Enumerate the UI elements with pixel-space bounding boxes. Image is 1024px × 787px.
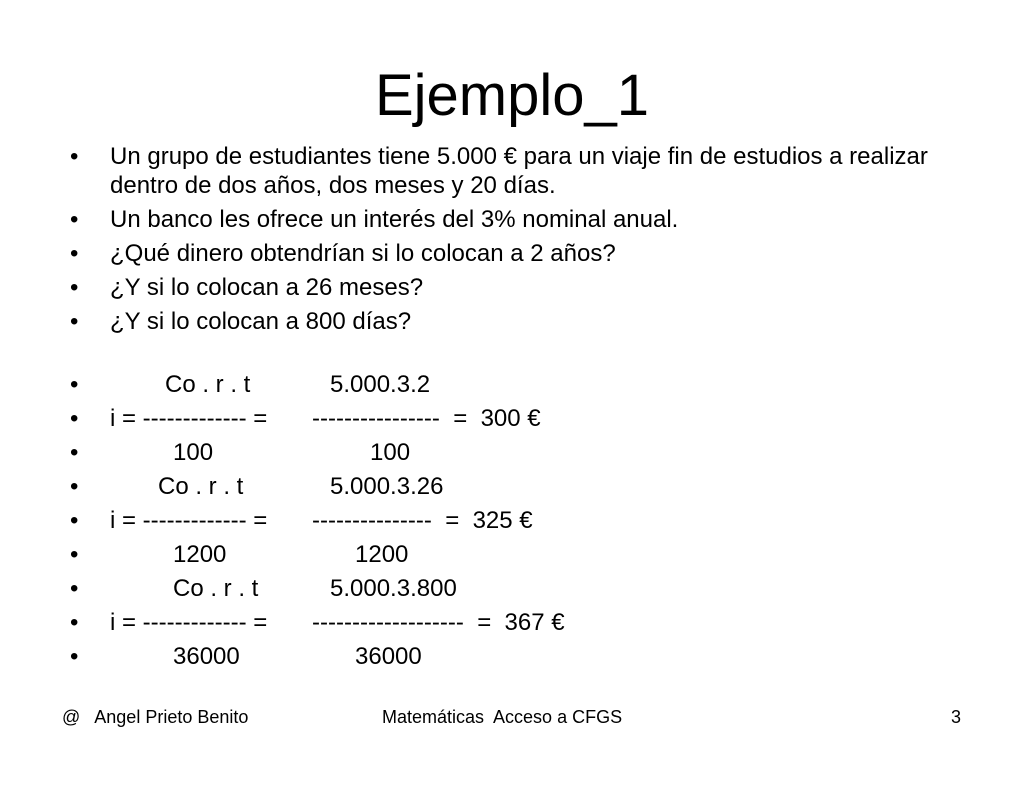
bullet-item <box>70 205 970 234</box>
spacer <box>70 341 970 370</box>
bullet-marker: • <box>70 308 79 335</box>
formula-3-denominator-right: 36000 <box>355 643 422 670</box>
footer-page-number: 3 <box>951 707 962 727</box>
formula-1-denominator-left: 100 <box>173 439 214 466</box>
formula-1-equation-left: i = ------------- = <box>110 405 268 432</box>
formula-3-numerator-left: Co . r . t <box>173 575 259 602</box>
bullet-text: Un banco les ofrece un interés del 3% nominal anual. <box>110 206 679 233</box>
bullet-marker: • <box>70 643 79 670</box>
formula-2-equation-left: i = ------------- = <box>110 507 268 534</box>
formula-2-denominator-left: 1200 <box>173 541 227 568</box>
slide-title: Ejemplo_1 <box>374 63 650 128</box>
formula-3-numerator-right: 5.000.3.800 <box>330 575 457 602</box>
formula-2-equation-line <box>70 506 970 535</box>
bullet-item <box>70 239 970 268</box>
formula-1-numerator-left: Co . r . t <box>165 371 251 398</box>
formula-1-equation-right: ---------------- = 300 € <box>312 405 541 432</box>
bullet-item <box>70 142 970 200</box>
formula-1-denominator-line <box>70 438 970 467</box>
bullet-marker: • <box>70 507 79 534</box>
footer-course: Matemáticas Acceso a CFGS <box>382 707 623 727</box>
formula-1-numerator-line <box>70 370 970 399</box>
formula-3-denominator-left: 36000 <box>173 643 240 670</box>
formula-2-numerator-line <box>70 472 970 501</box>
bullet-text: ¿Y si lo colocan a 26 meses? <box>110 274 424 301</box>
formula-2-denominator-right: 1200 <box>355 541 409 568</box>
formula-3-numerator-line <box>70 574 970 603</box>
formula-3-denominator-line <box>70 642 970 671</box>
bullet-text: ¿Qué dinero obtendrían si lo colocan a 2 años? <box>110 240 616 267</box>
formula-3-equation-right: ------------------- = 367 € <box>312 609 565 636</box>
bullet-item <box>70 273 970 302</box>
bullet-marker: • <box>70 541 79 568</box>
bullet-text: ¿Y si lo colocan a 800 días? <box>110 308 412 335</box>
formula-1-numerator-right: 5.000.3.2 <box>330 371 431 398</box>
bullet-marker: • <box>70 274 79 301</box>
bullet-marker: • <box>70 371 79 398</box>
formula-2-denominator-line <box>70 540 970 569</box>
bullet-marker: • <box>70 206 79 233</box>
formula-1-equation-line <box>70 404 970 433</box>
bullet-list <box>70 142 970 676</box>
bullet-marker: • <box>70 439 79 466</box>
formula-2-numerator-right: 5.000.3.26 <box>330 473 444 500</box>
formula-3-equation-line <box>70 608 970 637</box>
bullet-marker: • <box>70 143 79 170</box>
formula-2-equation-right: --------------- = 325 € <box>312 507 533 534</box>
footer-author: @ Angel Prieto Benito <box>62 707 249 727</box>
bullet-marker: • <box>70 609 79 636</box>
bullet-marker: • <box>70 473 79 500</box>
bullet-marker: • <box>70 240 79 267</box>
bullet-marker: • <box>70 575 79 602</box>
bullet-marker: • <box>70 405 79 432</box>
formula-1-denominator-right: 100 <box>370 439 411 466</box>
bullet-item <box>70 307 970 336</box>
formula-2-numerator-left: Co . r . t <box>158 473 244 500</box>
formula-3-equation-left: i = ------------- = <box>110 609 268 636</box>
bullet-text: Un grupo de estudiantes tiene 5.000 € para un viaje fin de estudios a realizar dentro de dos años, dos meses y 20 días. <box>110 143 928 199</box>
